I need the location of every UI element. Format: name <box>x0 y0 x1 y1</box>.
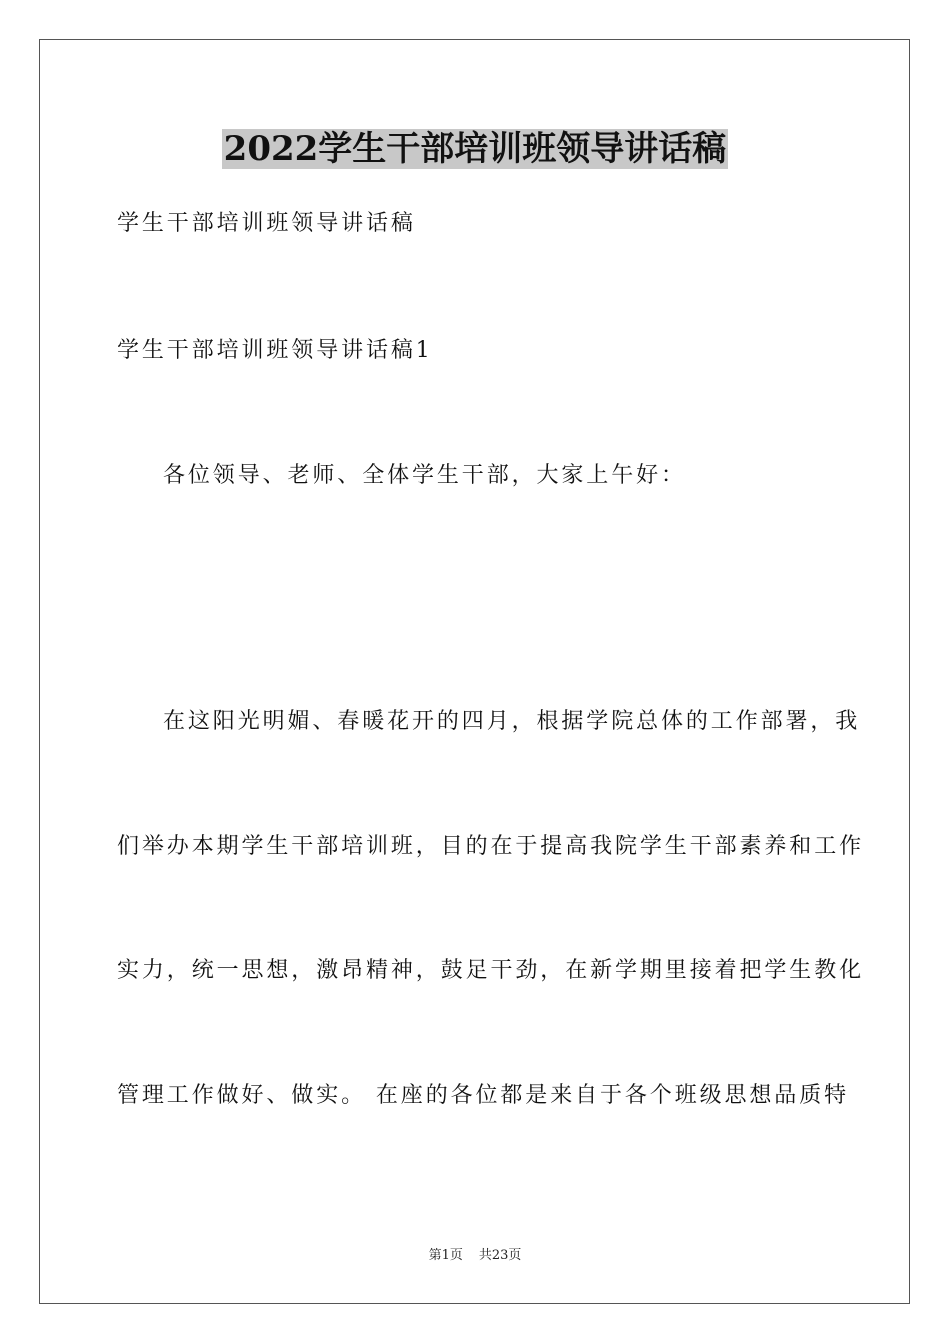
paragraph-line: 管理工作做好、做实。 在座的各位都是来自于各个班级思想品质特 <box>117 1083 849 1108</box>
section-heading: 学生干部培训班领导讲话稿1 <box>117 338 433 363</box>
greeting-line: 各位领导、老师、全体学生干部，大家上午好： <box>163 463 686 488</box>
page-total: 共23页 <box>478 1248 522 1263</box>
paragraph-line: 实力，统一思想，激昂精神，鼓足干劲，在新学期里接着把学生教化 <box>117 958 865 983</box>
paragraph-line: 们举办本期学生干部培训班，目的在于提高我院学生干部素养和工作 <box>117 834 865 859</box>
page-footer <box>0 1247 950 1265</box>
page-number: 第1页 <box>428 1248 463 1263</box>
document-title-text: 2022学生干部培训班领导讲话稿 <box>223 129 727 169</box>
document-title <box>0 126 950 172</box>
paragraph-line: 在这阳光明媚、春暖花开的四月，根据学院总体的工作部署，我 <box>163 709 861 734</box>
document-subtitle: 学生干部培训班领导讲话稿 <box>117 211 416 236</box>
